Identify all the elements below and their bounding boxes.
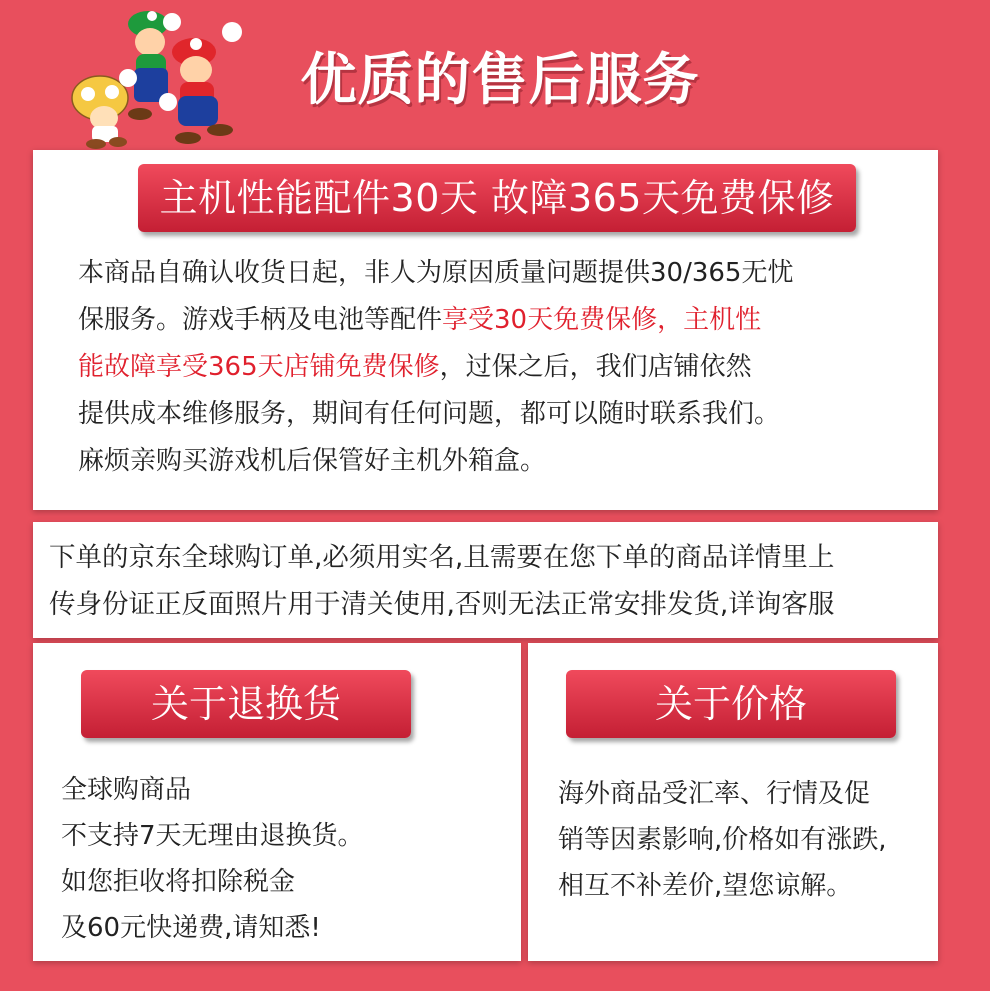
- mario-luigi-toad-icon: [62, 2, 262, 150]
- returns-line-3: 如您拒收将扣除税金: [61, 867, 296, 897]
- order-notice-line-1: 下单的京东全球购订单,必须用实名,且需要在您下单的商品详情里上: [49, 542, 835, 573]
- warranty-line-5: 麻烦亲购买游戏机后保管好主机外箱盒。: [78, 446, 547, 476]
- price-panel: [528, 643, 938, 961]
- order-notice-text: [49, 534, 939, 628]
- warranty-line-2-highlight: 享受30天免费保修，主机性: [442, 305, 762, 335]
- warranty-text: [78, 250, 898, 485]
- price-line-2: 销等因素影响,价格如有涨跌,: [558, 825, 887, 855]
- warranty-line-3-highlight: 能故障享受365天店铺免费保修: [78, 352, 440, 382]
- warranty-line-1: 本商品自确认收货日起，非人为原因质量问题提供30/365无忧: [78, 258, 794, 288]
- warranty-banner: 主机性能配件30天 故障365天免费保修: [138, 164, 856, 232]
- returns-banner: 关于退换货: [81, 670, 411, 738]
- price-line-1: 海外商品受汇率、行情及促: [558, 779, 871, 809]
- warranty-panel: [33, 150, 938, 510]
- order-notice-line-2: 传身份证正反面照片用于清关使用,否则无法正常安排发货,详询客服: [49, 589, 835, 620]
- order-notice-panel: [33, 522, 938, 638]
- page-title: 优质的售后服务: [300, 48, 700, 113]
- warranty-line-4: 提供成本维修服务，期间有任何问题，都可以随时联系我们。: [78, 399, 781, 429]
- returns-line-4: 及60元快递费,请知悉!: [61, 913, 321, 943]
- toad-figure: [72, 76, 128, 149]
- returns-panel: [33, 643, 521, 961]
- returns-text: [61, 767, 364, 951]
- price-text: [558, 771, 887, 909]
- returns-line-2: 不支持7天无理由退换货。: [61, 821, 364, 851]
- warranty-line-2: [78, 297, 898, 344]
- warranty-line-3: [78, 344, 898, 391]
- price-line-3: 相互不补差价,望您谅解。: [558, 871, 853, 901]
- price-banner: 关于价格: [566, 670, 896, 738]
- mario-figure: [159, 22, 242, 144]
- returns-line-1: 全球购商品: [61, 775, 192, 805]
- warranty-line-3-normal: ，过保之后，我们店铺依然: [439, 352, 752, 382]
- warranty-line-2-normal: 保服务。游戏手柄及电池等配件: [78, 305, 443, 335]
